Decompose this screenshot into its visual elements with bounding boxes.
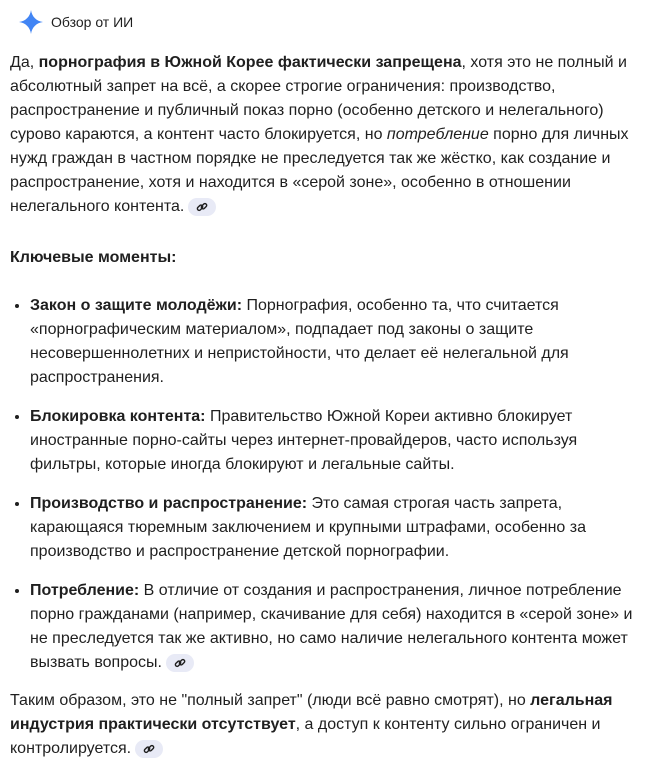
link-icon <box>174 657 186 669</box>
intro-paragraph <box>10 51 635 219</box>
item-text: Это самая строгая часть запрета, карающаяся тюремным заключением и крупными штрафами, особенно за производство и распространение детской порнографии. <box>30 495 586 560</box>
bold-text: легальная индустрия практически отсутствует <box>10 692 613 733</box>
item-title: Блокировка контента: <box>30 408 206 425</box>
list-item <box>30 491 635 564</box>
link-icon <box>196 201 208 213</box>
text: порно для личных нужд граждан в частном порядке не преследуется так же жёстко, как создание и распространение, хотя и находится в «серой зоне», особенно в отношении нелегального контента. <box>10 126 629 215</box>
item-title: Потребление: <box>30 582 140 599</box>
item-text: В отличие от создания и распространения, личное потребление порно гражданами (например, скачивание для себя) находится в «серой зоне» и не преследуется так же активно, но само наличие нелегального контента может вызвать вопросы. <box>30 582 633 671</box>
key-points-heading: Ключевые моменты: <box>10 249 177 266</box>
list-item <box>30 578 635 675</box>
item-title: Закон о защите молодёжи: <box>30 297 243 314</box>
list-item <box>30 404 635 477</box>
text: Да, <box>10 54 39 71</box>
list-item <box>30 293 635 390</box>
key-points-list <box>10 293 635 675</box>
source-link-button[interactable] <box>188 198 216 216</box>
item-title: Производство и распространение: <box>30 495 308 512</box>
gemini-sparkle-icon <box>19 10 43 34</box>
ai-overview-header <box>10 0 635 44</box>
bold-text: порнография в Южной Корее фактически запрещена <box>38 54 462 71</box>
item-text: Порнография, особенно та, что считается «порнографическим материалом», подпадает под законы о защите несовершеннолетних и непристойности, что делает её нелегальной для распространения. <box>30 297 569 386</box>
source-link-button[interactable] <box>166 654 194 672</box>
conclusion-paragraph <box>10 689 635 761</box>
text: , а доступ к контенту сильно ограничен и контролируется. <box>10 716 601 757</box>
ai-overview-title: Обзор от ИИ <box>51 14 134 30</box>
text: , хотя это не полный и абсолютный запрет на всё, а скорее строгие ограничения: производство, распространение и публичный показ порно (особенно детского и нелегального) сурово караются, а контент часто блокируется, но <box>10 54 627 143</box>
item-text: Правительство Южной Кореи активно блокирует иностранные порно-сайты через интернет-провайдеров, часто используя фильтры, которые иногда блокируют и легальные сайты. <box>30 408 578 473</box>
source-link-button[interactable] <box>135 740 163 758</box>
italic-text: потребление <box>386 126 489 143</box>
link-icon <box>143 743 155 755</box>
text: Таким образом, это не "полный запрет" (люди всё равно смотрят), но <box>10 692 531 709</box>
